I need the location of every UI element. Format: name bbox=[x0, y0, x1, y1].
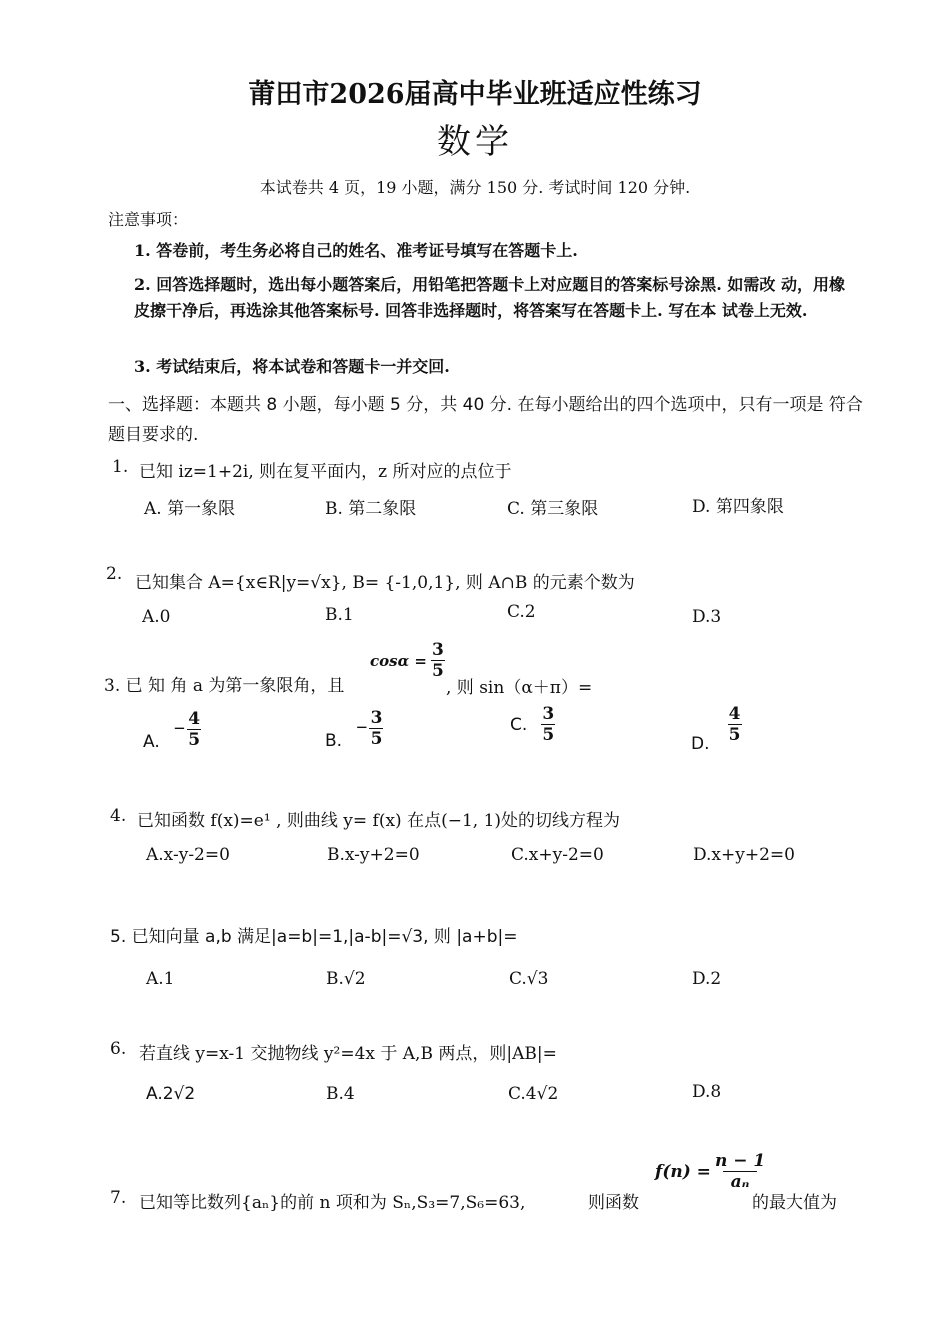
question-3-option-b bbox=[325, 705, 383, 751]
question-6-option-b: B.4 bbox=[326, 1084, 355, 1104]
question-1-option-c: C. 第三象限 bbox=[507, 499, 599, 519]
option-fraction bbox=[728, 705, 742, 744]
option-sign: − bbox=[356, 716, 368, 739]
question-4-number: 4. bbox=[110, 806, 127, 826]
numerator: 4 bbox=[728, 703, 741, 724]
option-sign: − bbox=[173, 717, 186, 740]
question-2-option-a: A.0 bbox=[142, 607, 171, 627]
question-3-stem-prefix: 3. 已 知 角 a 为第一象限角，且 bbox=[104, 676, 345, 696]
question-5-option-a: A.1 bbox=[146, 969, 175, 989]
function-label: f(n) = bbox=[655, 1161, 711, 1182]
notice-item-3: 3. 考试结束后，将本试卷和答题卡一并交回. bbox=[134, 357, 450, 376]
section-heading: 一、选择题：本题共 8 小题，每小题 5 分，共 40 分. 在每小题给出的四个选项中，只有一项是 符合题目要求的. bbox=[108, 395, 863, 445]
question-4-option-b: B.x-y+2=0 bbox=[327, 845, 420, 865]
question-3-option-a bbox=[143, 706, 201, 752]
option-label: A. bbox=[143, 732, 160, 752]
question-3-stem-suffix: , 则 sin（α＋π）= bbox=[446, 678, 593, 698]
question-2-number: 2. bbox=[106, 564, 123, 584]
option-label: D. bbox=[691, 734, 710, 754]
question-2-option-d: D.3 bbox=[692, 607, 722, 627]
question-4-stem: 已知函数 f(x)=e¹ , 则曲线 y= f(x) 在点(−1, 1)处的切线方程为 bbox=[137, 811, 621, 831]
function-denominator: aₙ bbox=[730, 1172, 750, 1192]
question-6-number: 6. bbox=[110, 1039, 127, 1059]
denominator: 5 bbox=[542, 725, 555, 745]
cos-numerator: 3 bbox=[432, 640, 444, 660]
option-label: C. bbox=[510, 714, 528, 735]
question-6-stem: 若直线 y=x-1 交抛物线 y²=4x 于 A,B 两点，则|AB|= bbox=[139, 1044, 557, 1064]
option-fraction bbox=[187, 710, 201, 749]
option-fraction bbox=[369, 709, 383, 748]
question-4-option-d: D.x+y+2=0 bbox=[693, 845, 795, 865]
notice-title: 注意事项： bbox=[108, 210, 189, 229]
cos-fraction bbox=[431, 641, 445, 680]
question-5-option-d: D.2 bbox=[692, 969, 722, 989]
question-5-option-c: C.√3 bbox=[509, 969, 549, 989]
question-5-stem: 5. 已知向量 a,b 满足|a=b|=1,|a-b|=√3, 则 |a+b|= bbox=[110, 927, 518, 947]
question-7-number: 7. bbox=[110, 1188, 127, 1208]
function-fraction bbox=[715, 1152, 765, 1191]
question-6-option-c: C.4√2 bbox=[508, 1084, 559, 1104]
function-numerator: n − 1 bbox=[714, 1151, 766, 1171]
question-4-option-a: A.x-y-2=0 bbox=[146, 845, 230, 865]
question-7-stem: 已知等比数列{aₙ}的前 n 项和为 Sₙ,S₃=7,S₆=63, bbox=[139, 1193, 526, 1213]
question-7-stem-suffix: 的最大值为 bbox=[752, 1193, 837, 1213]
question-1-stem: 已知 iz=1+2i, 则在复平面内，z 所对应的点位于 bbox=[139, 462, 512, 482]
denominator: 5 bbox=[188, 729, 201, 750]
denominator: 5 bbox=[728, 724, 741, 745]
question-4-option-c: C.x+y-2=0 bbox=[511, 845, 604, 865]
question-2-option-c: C.2 bbox=[507, 602, 536, 622]
notice-item-1: 1. 答卷前，考生务必将自己的姓名、准考证号填写在答题卡上. bbox=[134, 241, 578, 260]
question-3-cos-formula bbox=[370, 641, 445, 680]
question-3-option-c bbox=[510, 705, 555, 744]
numerator: 4 bbox=[188, 708, 201, 729]
denominator: 5 bbox=[370, 728, 383, 749]
option-fraction bbox=[541, 705, 555, 744]
question-6-option-a: A.2√2 bbox=[146, 1084, 196, 1104]
question-5-option-b: B.√2 bbox=[326, 969, 366, 989]
question-3-option-d bbox=[691, 704, 742, 754]
exam-info: 本试卷共 4 页，19 小题，满分 150 分. 考试时间 120 分钟. bbox=[259, 178, 691, 197]
exam-subject: 数学 bbox=[437, 122, 513, 162]
numerator: 3 bbox=[370, 707, 383, 728]
question-7-stem-middle: 则函数 bbox=[588, 1193, 639, 1213]
question-1-option-b: B. 第二象限 bbox=[325, 499, 417, 519]
question-1-option-d: D. 第四象限 bbox=[692, 497, 784, 517]
notice-item-2: 2. 回答选择题时，选出每小题答案后，用铅笔把答题卡上对应题目的答案标号涂黑. 如需改 动，用橡皮擦干净后，再选涂其他答案标号. 回答非选择题时，将答案写在答题卡上. 写在本 试卷上无效. bbox=[134, 275, 845, 320]
question-2-stem: 已知集合 A={x∈R|y=√x}, B= {-1,0,1}, 则 A∩B 的元素个数为 bbox=[135, 573, 635, 593]
option-label: B. bbox=[325, 731, 343, 751]
question-6-option-d: D.8 bbox=[692, 1082, 722, 1102]
question-7-function-formula bbox=[655, 1152, 765, 1191]
cos-denominator: 5 bbox=[432, 661, 444, 681]
question-2-option-b: B.1 bbox=[325, 605, 354, 625]
question-1-number: 1. bbox=[112, 457, 129, 477]
cos-label: cosα = bbox=[370, 651, 427, 670]
numerator: 3 bbox=[542, 704, 555, 724]
question-1-option-a: A. 第一象限 bbox=[144, 499, 236, 519]
exam-title: 莆田市2026届高中毕业班适应性练习 bbox=[248, 79, 702, 110]
